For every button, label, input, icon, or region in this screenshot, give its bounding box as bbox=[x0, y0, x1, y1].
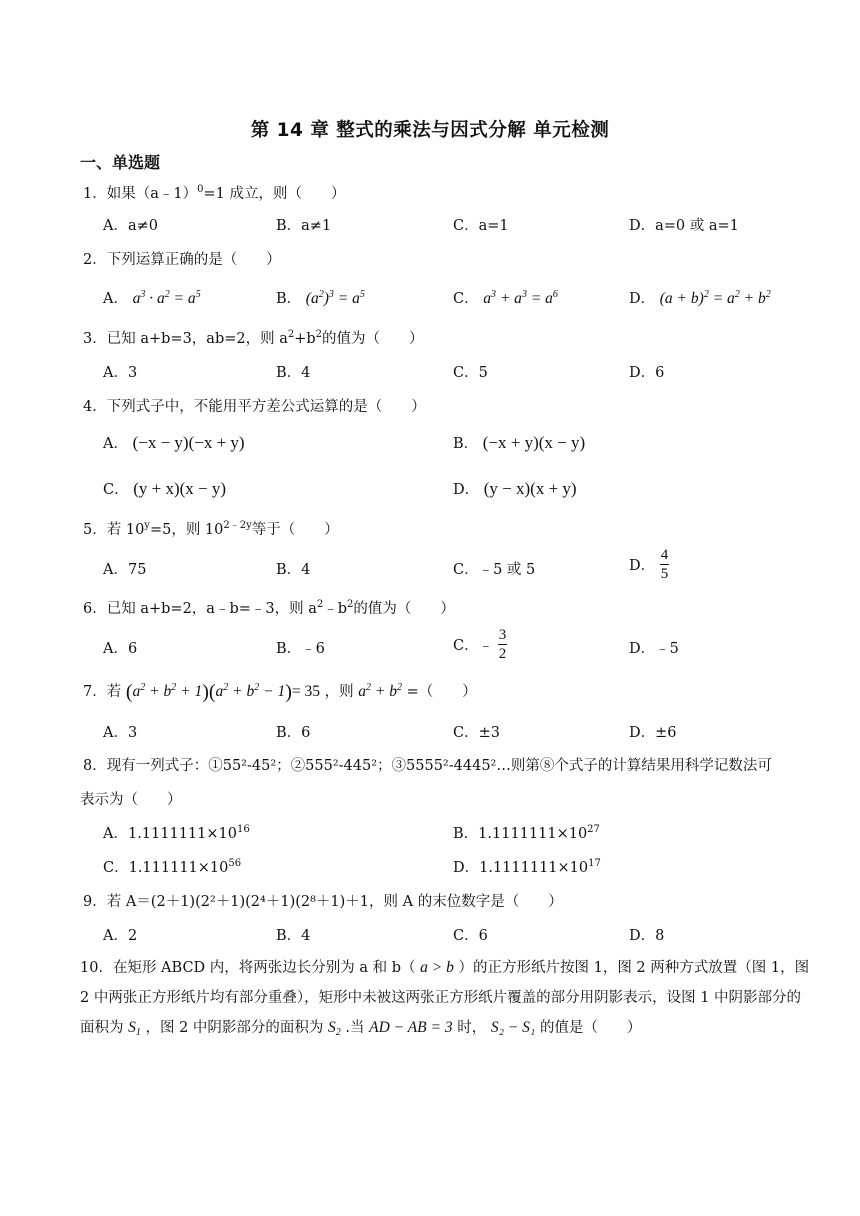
q5-option-d: D． $\frac{4}{5}$ bbox=[629, 547, 669, 582]
q2-a-expression: $a^3 \cdot a^2 = a^5$ bbox=[132, 289, 201, 307]
q4-c-expression: (y + x)(x − y) bbox=[133, 479, 227, 498]
q3-option-d: D．6 bbox=[629, 365, 665, 381]
q4-b-expression: (−x + y)(x − y) bbox=[482, 433, 586, 452]
question-8-line-1: 8．现有一列式子：①55²-45²；②555²-445²；③5555²-4445²…则第⑧个式子的计算结果用科学记数法可 bbox=[83, 758, 772, 774]
q2-b-expression: $(a^2)^3 = a^5$ bbox=[305, 289, 365, 307]
q6-option-b: B．﹣6 bbox=[276, 641, 325, 657]
q4-d-expression: (y − x)(x + y) bbox=[483, 479, 577, 498]
q9-option-d: D．8 bbox=[629, 928, 665, 944]
q1-option-c: C．a=1 bbox=[453, 218, 509, 234]
question-1: 1．如果（a﹣1）$^0$=1 成立，则（ ） bbox=[83, 184, 346, 202]
question-3: 3．已知 a+b=3，ab=2，则 $a^2+b^2$的值为（ ） bbox=[83, 329, 424, 347]
s2-symbol: $S_2$ bbox=[328, 1019, 341, 1038]
question-10: 10．在矩形 ABCD 内，将两张边长分别为 a 和 b（ a > b ）的正方形纸片按图 1，图 2 两种方式放置（图 1，图 2 中两张正方形纸片均有部分重叠），矩形中未被这两张正方形纸片覆盖的部分用阴影表示，设图 1 中阴影部分的面积为 $S_1$ ，图 2 中阴影部分的面积为 $S_2$ .当 AD − AB = 3 时， S₂ − S₁ 的值是（ ） bbox=[80, 959, 810, 1038]
q5-option-b: B．4 bbox=[276, 562, 311, 578]
q6-option-a: A．6 bbox=[103, 641, 138, 657]
q9-option-a: A．2 bbox=[103, 928, 138, 944]
q7-option-a: A．3 bbox=[103, 725, 138, 741]
q7-option-d: D．±6 bbox=[629, 725, 677, 741]
q9-option-b: B．4 bbox=[276, 928, 311, 944]
q8-option-a: A．$1.1111111\times 10^{16}$ bbox=[103, 824, 250, 842]
section-heading: 一、单选题 bbox=[80, 153, 161, 172]
page-title: 第 14 章 整式的乘法与因式分解 单元检测 bbox=[250, 120, 610, 141]
q5-option-a: A．75 bbox=[103, 562, 147, 578]
q6-option-d: D．﹣5 bbox=[629, 641, 679, 657]
q7-target-expression: $a^2 + b^2$ bbox=[358, 682, 402, 700]
question-8-line-2: 表示为（ ） bbox=[80, 792, 182, 808]
q7-option-c: C．±3 bbox=[453, 725, 500, 741]
q2-option-a: A． $a^3 \cdot a^2 = a^5$ bbox=[103, 289, 201, 307]
q2-option-b: B． $(a^2)^3 = a^5$ bbox=[276, 289, 365, 307]
q1-option-d: D．a=0 或 a=1 bbox=[629, 218, 739, 234]
q5-d-fraction: $\frac{4}{5}$ bbox=[660, 547, 669, 582]
q1-option-b: B．a≠1 bbox=[276, 218, 332, 234]
s1-symbol: $S_1$ bbox=[128, 1019, 141, 1038]
q2-option-d: D． $(a + b)^2 = a^2 + b^2$ bbox=[629, 289, 771, 307]
question-6: 6．已知 a+b=2，a﹣b=﹣3，则 $a^2﹣b^2$的值为（ ） bbox=[83, 599, 455, 617]
q4-a-expression: (−x − y)(−x + y) bbox=[132, 433, 245, 452]
question-2: 2．下列运算正确的是（ ） bbox=[83, 252, 281, 268]
q6-option-c: C．﹣ $\frac{3}{2}$ bbox=[453, 627, 507, 662]
q2-option-c: C． $a^3 + a^3 = a^6$ bbox=[453, 289, 558, 307]
q1-option-a: A．a≠0 bbox=[103, 218, 158, 234]
q4-option-c: C． (y + x)(x − y) bbox=[103, 479, 227, 498]
q3-option-c: C．5 bbox=[453, 365, 488, 381]
q7-expression: $(a^2 + b^2 + 1)(a^2 + b^2 - 1)$ bbox=[125, 681, 292, 703]
q4-option-d: D． (y − x)(x + y) bbox=[453, 479, 577, 498]
q4-option-b: B． (−x + y)(x − y) bbox=[453, 433, 586, 452]
q8-option-d: D．$1.1111111\times 10^{17}$ bbox=[453, 858, 601, 876]
question-9: 9．若 A＝(2＋1)(2²＋1)(2⁴＋1)(2⁸＋1)＋1，则 A 的末位数字是（ ） bbox=[83, 894, 563, 910]
q8-option-c: C．$1.111111\times 10^{56}$ bbox=[103, 858, 242, 876]
q8-option-b: B．$1.1111111\times 10^{27}$ bbox=[453, 824, 600, 842]
q3-option-b: B．4 bbox=[276, 365, 311, 381]
q2-c-expression: $a^3 + a^3 = a^6$ bbox=[483, 289, 558, 307]
q7-option-b: B．6 bbox=[276, 725, 311, 741]
q6-c-fraction: $\frac{3}{2}$ bbox=[498, 627, 507, 662]
q2-d-expression: $(a + b)^2 = a^2 + b^2$ bbox=[659, 289, 771, 307]
question-7: 7．若 $(a^2 + b^2 + 1)(a^2 + b^2 - 1)= 35$ ，则 $a^2 + b^2$ =（ ） bbox=[83, 681, 477, 703]
q3-option-a: A．3 bbox=[103, 365, 138, 381]
question-5: 5．若 $10^y=5$，则 $10^{2﹣2y}$等于（ ） bbox=[83, 520, 339, 538]
question-4: 4．下列式子中，不能用平方差公式运算的是（ ） bbox=[83, 399, 426, 415]
q4-option-a: A． (−x − y)(−x + y) bbox=[103, 433, 245, 452]
q9-option-c: C．6 bbox=[453, 928, 488, 944]
q5-option-c: C．﹣5 或 5 bbox=[453, 562, 536, 578]
